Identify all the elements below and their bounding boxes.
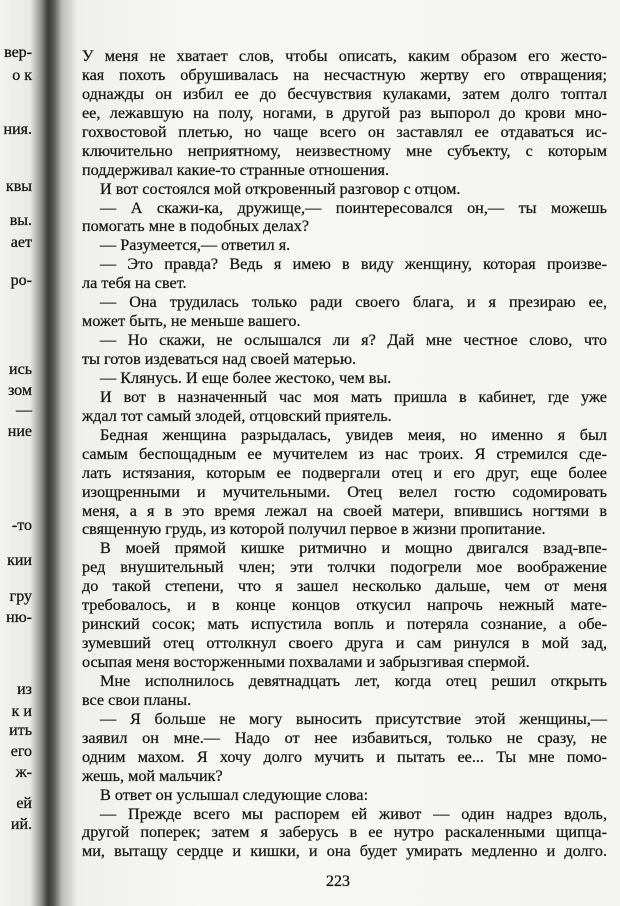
facing-page-fragment: ро- bbox=[10, 272, 32, 289]
paragraph-start-line: В ответ он услышал следующие слова: bbox=[100, 785, 369, 804]
text-line: ключительно неприятному, неизвестному мне субъекту, с которым bbox=[82, 141, 607, 160]
text-line: ла тебя на свет. bbox=[82, 274, 187, 293]
text-line: ред внушительный член; эти толчки подогрели мое воображение bbox=[82, 558, 607, 577]
text-line: однажды он избил ее до бесчувствия кулаками, затем долго топтал bbox=[82, 84, 607, 103]
text-line: поддерживал какие-то странные отношения. bbox=[82, 160, 390, 179]
paragraph-start-line: Бедная женщина разрыдалась, увидев меия, но именно я был bbox=[100, 425, 607, 444]
text-line: гохвостовой плетью, но чаще всего он заставлял ее отдаваться ис- bbox=[82, 122, 607, 141]
paragraph-start-line: — Я больше не могу выносить присутствие этой женщины,— bbox=[100, 709, 607, 728]
facing-page-fragment: зом bbox=[7, 382, 32, 399]
text-line: ми, вытащу сердце и кишки, и она будет умирать медленно и долго. bbox=[82, 842, 607, 861]
paragraph-start-line: И вот в назначенный час моя мать пришла в кабинет, где уже bbox=[100, 387, 607, 406]
facing-page-fragment: ж- bbox=[15, 764, 32, 781]
text-line: зумевший отец оттолкнул своего друга и сам ринулся в мой зад, bbox=[82, 634, 607, 653]
facing-page-fragment: ей bbox=[16, 795, 32, 812]
text-line: ее, лежавшую на полу, ногами, в другой раз выпорол до крови мно- bbox=[82, 103, 607, 122]
text-line: изощренными и мучительными. Отец велел гостю содомировать bbox=[82, 482, 607, 501]
paragraph-start-line: — А скажи-ка, дружище,— поинтересовался он,— ты можешь bbox=[100, 198, 607, 217]
facing-page-fragment: ню- bbox=[6, 609, 32, 626]
text-line: лать истязания, которым ее подвергали отец и его друг, еще более bbox=[82, 463, 607, 482]
facing-page-fragment: ния. bbox=[3, 121, 32, 138]
text-line: кая похоть обрушивалась на несчастную жертву его отвращения; bbox=[82, 65, 607, 84]
paragraph-start-line: — Но скажи, не ослышался ли я? Дай мне честное слово, что bbox=[100, 331, 607, 350]
paragraph-start-line: — Клянусь. И еще более жестоко, чем вы. bbox=[100, 368, 392, 387]
text-line: меня, а я в это время лежал на своей матери, впившись ногтями в bbox=[82, 501, 607, 520]
text-line: до такой степени, что я зашел несколько дальше, чем от меня bbox=[82, 577, 607, 596]
text-line: все свои планы. bbox=[82, 690, 192, 709]
facing-page-fragment: о к bbox=[12, 67, 32, 84]
paragraph-start-line: В моей прямой кишке ритмично и мощно двигался взад-впе- bbox=[100, 539, 607, 558]
facing-page-fragment: ись bbox=[9, 361, 32, 378]
facing-page-fragment: ние bbox=[7, 423, 32, 440]
text-line: помогать мне в подобных делах? bbox=[82, 217, 310, 236]
page-number bbox=[0, 873, 620, 891]
paragraph-start-line: — Это правда? Ведь я имею в виду женщину, которая произве- bbox=[100, 255, 607, 274]
text-line: ринский сосок; мать испустила вопль и потеряла сознание, а обе- bbox=[82, 615, 607, 634]
text-line: самым беспощадным ее мучителем из нас троих. Я стремился сде- bbox=[82, 444, 607, 463]
page-number-text: 223 bbox=[326, 873, 350, 890]
text-line: одним махом. Я хочу долго мучить и пытать ее... Ты мне помо- bbox=[82, 747, 607, 766]
page-body-text bbox=[82, 47, 607, 861]
text-line: осыпая меня восторженными похвалами и забрызгивая спермой. bbox=[82, 653, 530, 671]
text-line: ты готов издеваться над своей матерью. bbox=[82, 350, 357, 368]
facing-page-fragment: -то bbox=[11, 517, 32, 534]
text-line: священную грудь, из которой получил первое в жизни пропитание. bbox=[82, 520, 546, 539]
text-line: другой поперек; затем я заберусь в ее нутро раскаленными щипца- bbox=[82, 823, 607, 842]
facing-page-fragment: его bbox=[10, 743, 32, 760]
facing-page-fragment: квы bbox=[5, 178, 32, 195]
paragraph-start-line: — Она трудилась только ради своего блага, и я презираю ее, bbox=[100, 293, 607, 312]
text-line: заявил он мне.— Надо от нее избавиться, только не сразу, не bbox=[82, 728, 607, 747]
paragraph-start-line: — Разумеется,— ответил я. bbox=[100, 236, 291, 255]
text-line: жешь, мой мальчик? bbox=[82, 766, 223, 785]
text-line: У меня не хватает слов, чтобы описать, каким образом его жесто- bbox=[82, 47, 607, 65]
facing-page-fragment: ий. bbox=[10, 816, 32, 833]
facing-page-fragment: вы. bbox=[9, 212, 32, 229]
facing-page-fragment: — bbox=[16, 402, 32, 419]
facing-page-fragment: ить bbox=[9, 722, 32, 739]
paragraph-start-line: — Прежде всего мы распорем ей живот — один надрез вдоль, bbox=[100, 804, 607, 823]
text-line: требовалось, и в конце концов откусил напрочь нежный мате- bbox=[82, 596, 607, 615]
facing-page-fragment: гру bbox=[9, 588, 32, 605]
facing-page-fragment: вер- bbox=[4, 44, 32, 61]
text-line: ждал тот самый злодей, отцовский приятель. bbox=[82, 406, 392, 425]
paragraph-start-line: И вот состоялся мой откровенный разговор с отцом. bbox=[100, 179, 461, 198]
facing-page-fragment: из bbox=[17, 681, 32, 698]
facing-page-fragment: ает bbox=[10, 234, 32, 251]
paragraph-start-line: Мне исполнилось девятнадцать лет, когда отец решил открыть bbox=[100, 671, 607, 690]
text-line: может быть, не меньше вашего. bbox=[82, 312, 301, 331]
facing-page-fragment: кии bbox=[7, 552, 32, 569]
facing-page-fragment: к и bbox=[11, 703, 32, 720]
